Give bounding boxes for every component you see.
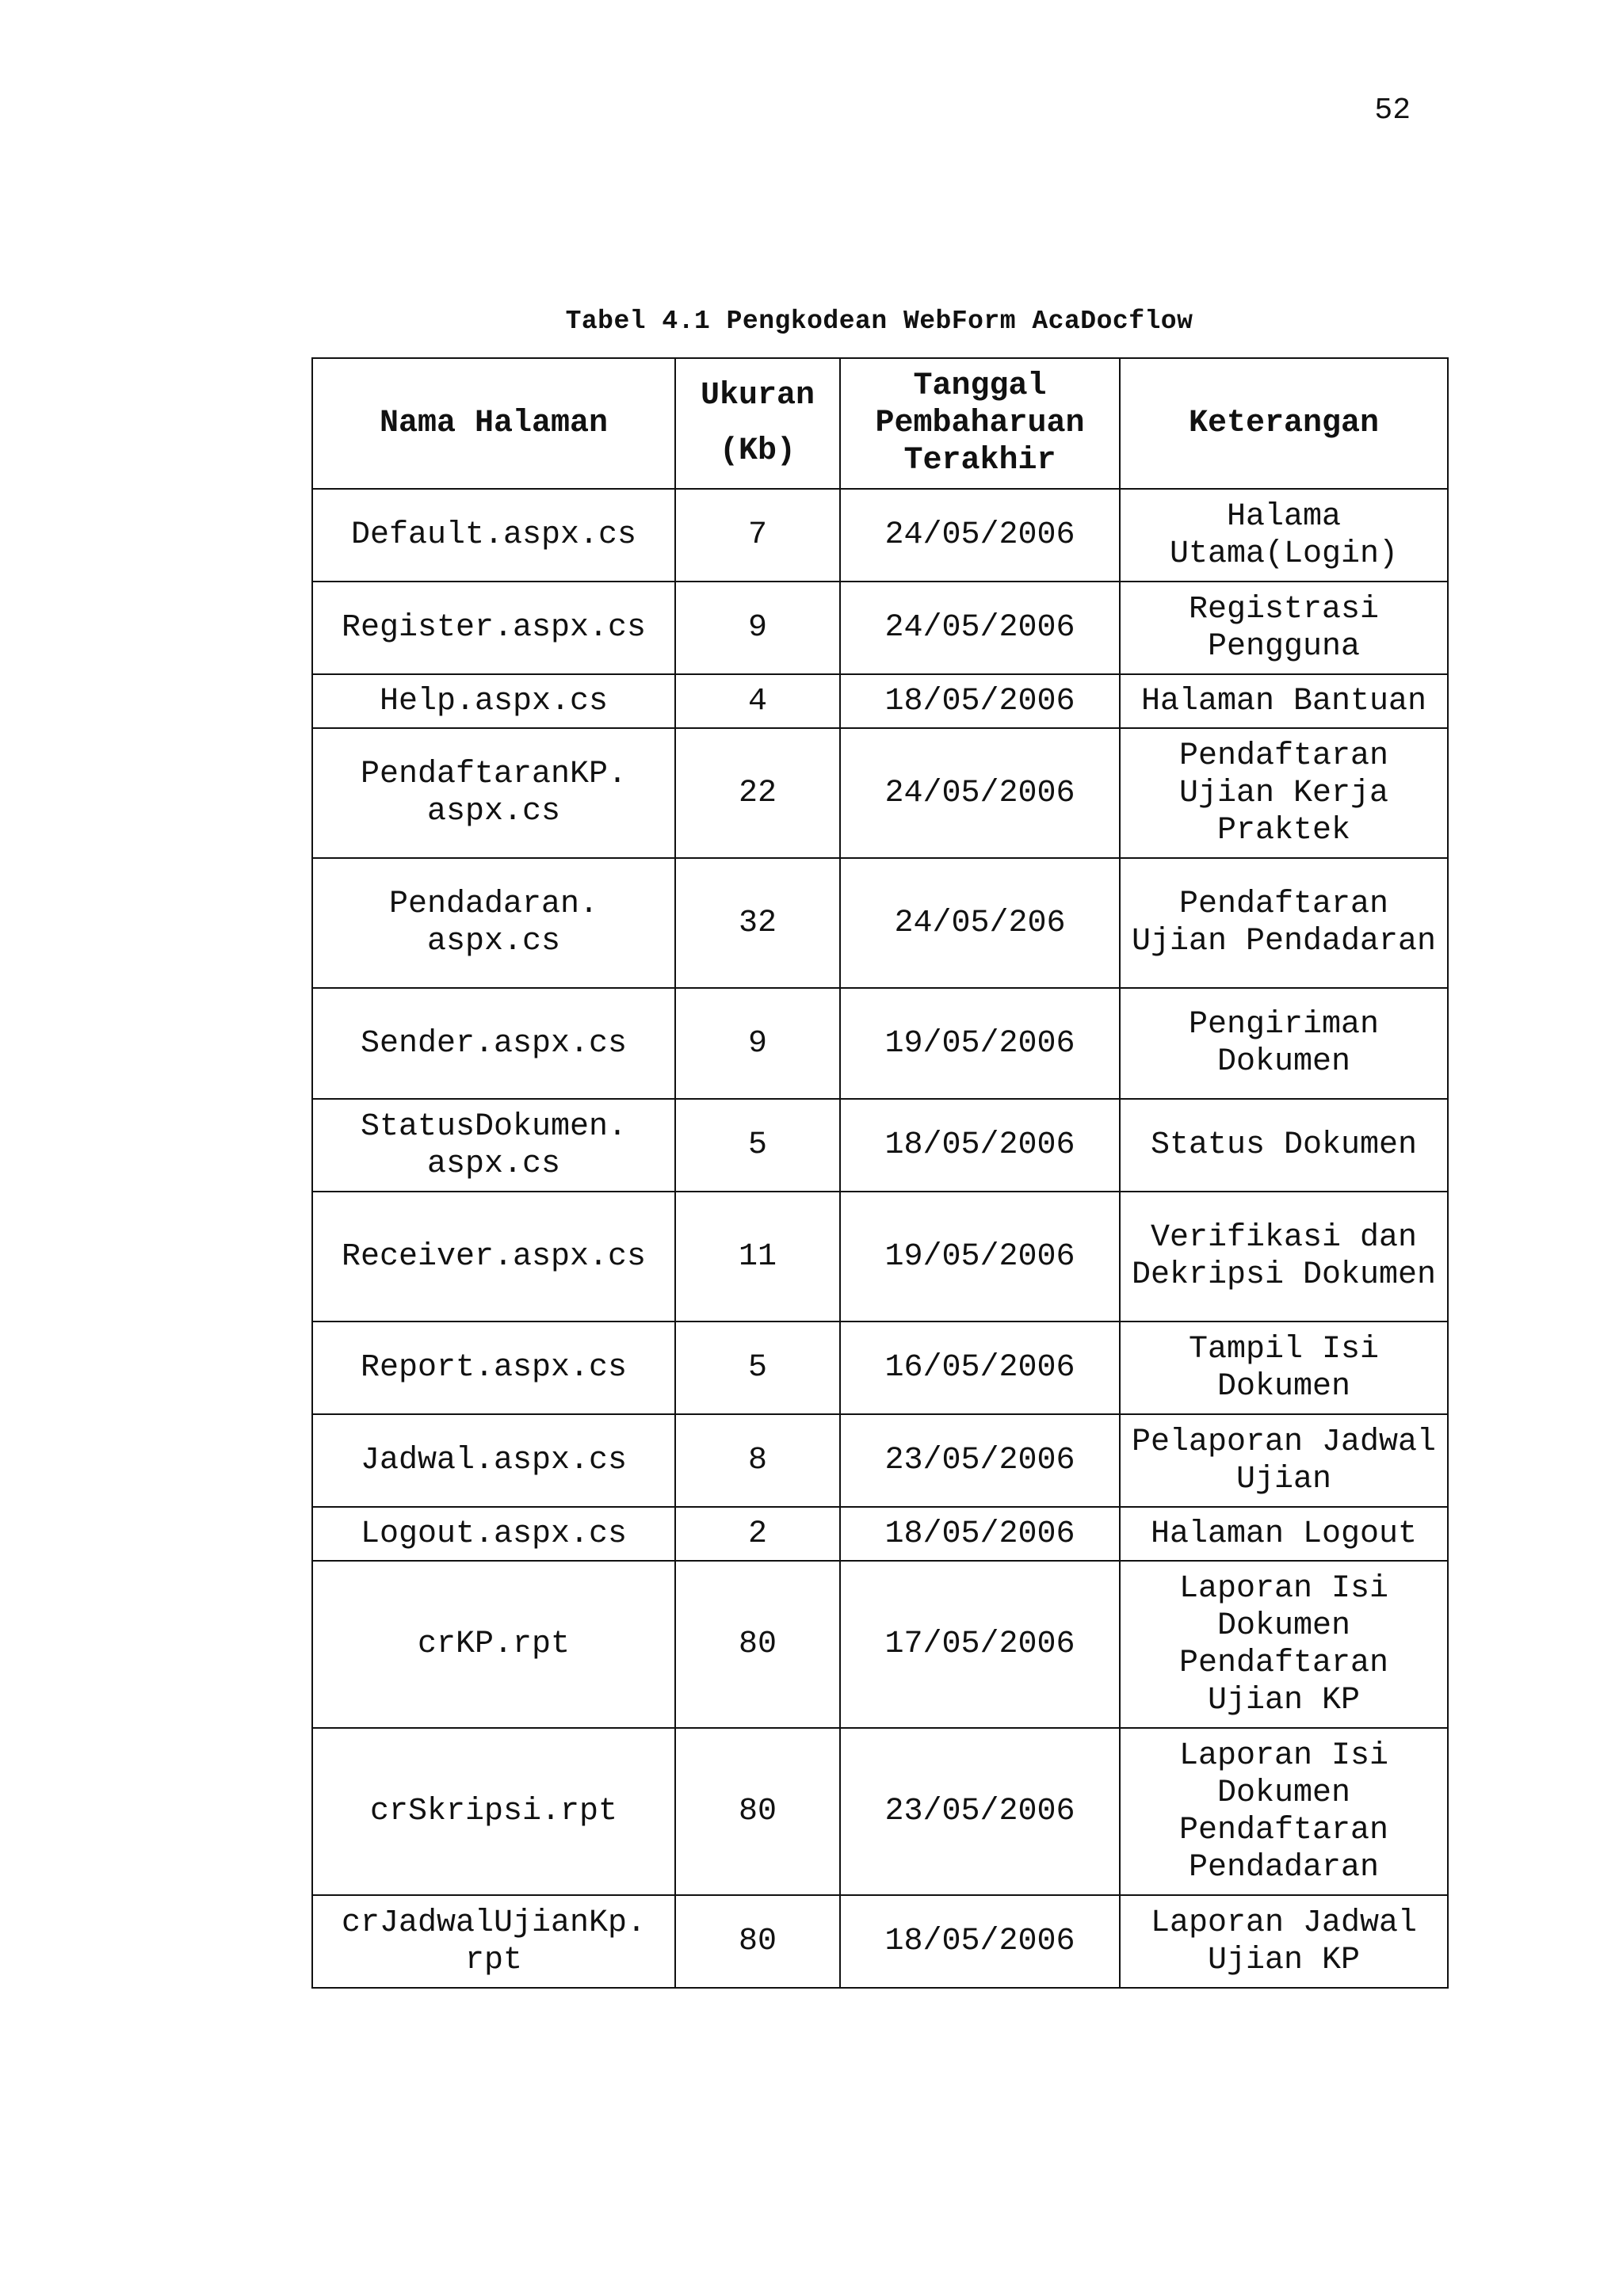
cell-date: 18/05/2006	[840, 1507, 1120, 1561]
table-row	[312, 988, 1448, 1099]
table-caption: Tabel 4.1 Pengkodean WebForm AcaDocflow	[565, 307, 1193, 336]
cell-desc: Halaman Logout	[1120, 1507, 1448, 1561]
cell-date: 24/05/206	[840, 858, 1120, 988]
table-row	[312, 858, 1448, 988]
cell-size: 80	[675, 1728, 840, 1895]
cell-date: 17/05/2006	[840, 1561, 1120, 1728]
cell-desc: Tampil Isi Dokumen	[1120, 1322, 1448, 1414]
cell-name: crJadwalUjianKp. rpt	[312, 1895, 675, 1988]
header-size-line1: Ukuran	[700, 377, 815, 414]
cell-size: 9	[675, 988, 840, 1099]
cell-size: 5	[675, 1099, 840, 1192]
cell-name: Sender.aspx.cs	[312, 988, 675, 1099]
table-row	[312, 1322, 1448, 1414]
cell-size: 2	[675, 1507, 840, 1561]
cell-name: Logout.aspx.cs	[312, 1507, 675, 1561]
cell-desc: Pendaftaran Ujian Pendadaran	[1120, 858, 1448, 988]
cell-desc: Status Dokumen	[1120, 1099, 1448, 1192]
header-desc: Keterangan	[1120, 358, 1448, 489]
table-row	[312, 582, 1448, 674]
cell-size: 22	[675, 728, 840, 858]
cell-desc: Pelaporan Jadwal Ujian	[1120, 1414, 1448, 1507]
cell-name: Pendadaran. aspx.cs	[312, 858, 675, 988]
cell-size: 8	[675, 1414, 840, 1507]
cell-name: StatusDokumen. aspx.cs	[312, 1099, 675, 1192]
cell-desc: Registrasi Pengguna	[1120, 582, 1448, 674]
table-row	[312, 1507, 1448, 1561]
cell-desc: Laporan Jadwal Ujian KP	[1120, 1895, 1448, 1988]
cell-desc: Halaman Bantuan	[1120, 674, 1448, 728]
cell-desc: Halama Utama(Login)	[1120, 489, 1448, 582]
cell-size: 80	[675, 1561, 840, 1728]
cell-name: crKP.rpt	[312, 1561, 675, 1728]
table-row	[312, 1561, 1448, 1728]
cell-desc: Pendaftaran Ujian Kerja Praktek	[1120, 728, 1448, 858]
cell-name: Jadwal.aspx.cs	[312, 1414, 675, 1507]
cell-date: 16/05/2006	[840, 1322, 1120, 1414]
cell-size: 5	[675, 1322, 840, 1414]
cell-date: 18/05/2006	[840, 674, 1120, 728]
cell-date: 19/05/2006	[840, 988, 1120, 1099]
cell-size: 4	[675, 674, 840, 728]
header-name: Nama Halaman	[312, 358, 675, 489]
table-row	[312, 674, 1448, 728]
cell-size: 32	[675, 858, 840, 988]
cell-name: crSkripsi.rpt	[312, 1728, 675, 1895]
table-row	[312, 1192, 1448, 1322]
cell-name: Receiver.aspx.cs	[312, 1192, 675, 1322]
header-date: Tanggal Pembaharuan Terakhir	[840, 358, 1120, 489]
cell-desc: Pengiriman Dokumen	[1120, 988, 1448, 1099]
cell-size: 9	[675, 582, 840, 674]
header-size-line2: (Kb)	[719, 433, 796, 469]
cell-name: Register.aspx.cs	[312, 582, 675, 674]
webform-table	[311, 357, 1449, 1989]
cell-date: 19/05/2006	[840, 1192, 1120, 1322]
cell-name: Default.aspx.cs	[312, 489, 675, 582]
cell-size: 80	[675, 1895, 840, 1988]
cell-desc: Laporan Isi Dokumen Pendaftaran Pendadaran	[1120, 1728, 1448, 1895]
table-row	[312, 489, 1448, 582]
table-header-row	[312, 358, 1448, 489]
cell-size: 7	[675, 489, 840, 582]
cell-date: 18/05/2006	[840, 1099, 1120, 1192]
cell-date: 24/05/2006	[840, 582, 1120, 674]
page-number: 52	[1374, 93, 1411, 128]
cell-name: PendaftaranKP. aspx.cs	[312, 728, 675, 858]
cell-date: 24/05/2006	[840, 489, 1120, 582]
cell-desc: Verifikasi dan Dekripsi Dokumen	[1120, 1192, 1448, 1322]
header-size	[675, 358, 840, 489]
cell-date: 23/05/2006	[840, 1414, 1120, 1507]
table-row	[312, 728, 1448, 858]
cell-size: 11	[675, 1192, 840, 1322]
cell-date: 18/05/2006	[840, 1895, 1120, 1988]
table-row	[312, 1728, 1448, 1895]
table-row	[312, 1099, 1448, 1192]
table-row	[312, 1895, 1448, 1988]
cell-name: Help.aspx.cs	[312, 674, 675, 728]
table-row	[312, 1414, 1448, 1507]
cell-date: 23/05/2006	[840, 1728, 1120, 1895]
cell-date: 24/05/2006	[840, 728, 1120, 858]
cell-name: Report.aspx.cs	[312, 1322, 675, 1414]
cell-desc: Laporan Isi Dokumen Pendaftaran Ujian KP	[1120, 1561, 1448, 1728]
